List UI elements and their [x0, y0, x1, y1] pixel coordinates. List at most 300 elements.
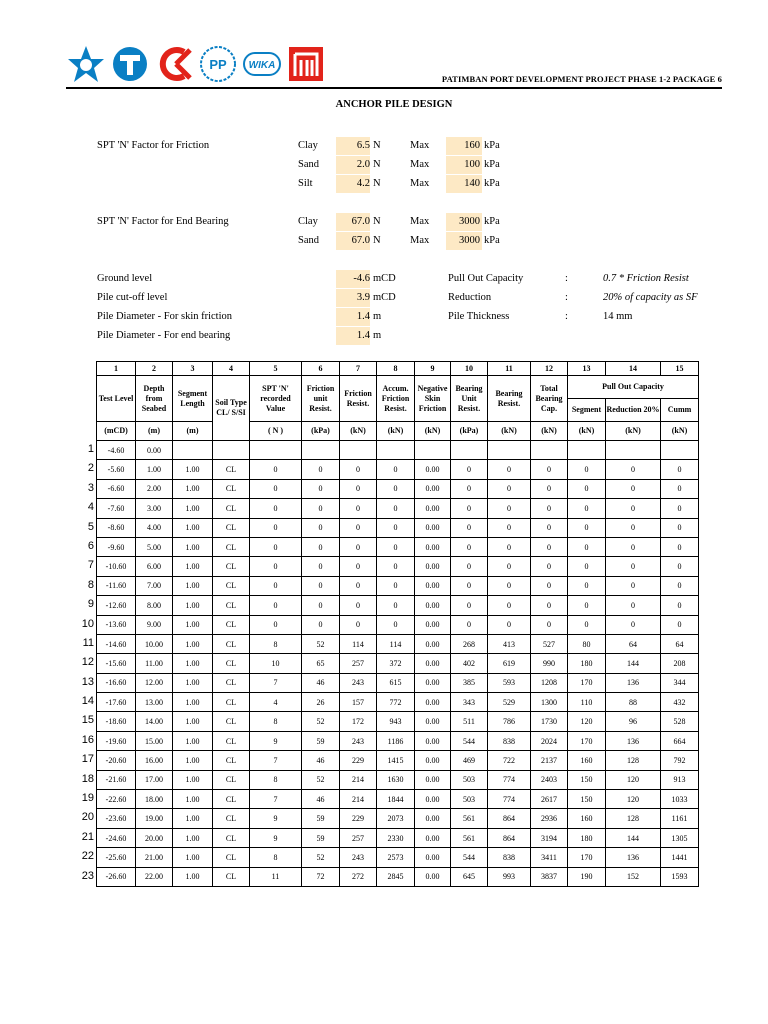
- ground-level-unit: mCD: [373, 273, 396, 284]
- table-cell: 1033: [661, 790, 699, 809]
- reduction-sep: :: [565, 292, 568, 303]
- table-cell: 0: [302, 479, 340, 498]
- wika-logo-icon: [242, 44, 282, 84]
- table-cell: 1730: [531, 712, 568, 731]
- row-number: 11: [82, 636, 94, 649]
- table-cell: CL: [213, 693, 250, 712]
- table-cell: 1844: [377, 790, 415, 809]
- table-cell: 0.00: [415, 634, 451, 653]
- table-cell: 619: [488, 654, 531, 673]
- table-cell: -4.60: [97, 441, 136, 460]
- table-cell: 65: [302, 654, 340, 673]
- table-cell: 0: [250, 596, 302, 615]
- table-cell: 128: [606, 751, 661, 770]
- table-cell: [213, 441, 250, 460]
- header-reduction: Reduction 20%: [606, 399, 661, 422]
- table-cell: -8.60: [97, 518, 136, 537]
- table-cell: 943: [377, 712, 415, 731]
- table-cell: 593: [488, 673, 531, 692]
- spt-friction-max-label: Max: [410, 140, 430, 151]
- spt-friction-max-label: Max: [410, 178, 430, 189]
- table-cell: 0.00: [415, 790, 451, 809]
- table-cell: 0.00: [136, 441, 173, 460]
- table-cell: 268: [451, 634, 488, 653]
- table-cell: 0: [568, 460, 606, 479]
- table-cell: 0: [302, 499, 340, 518]
- table-cell: 13.00: [136, 693, 173, 712]
- table-cell: -9.60: [97, 537, 136, 556]
- table-cell: 0: [488, 499, 531, 518]
- col-number: 9: [415, 362, 451, 376]
- table-row: [97, 867, 699, 886]
- table-cell: 1.00: [173, 790, 213, 809]
- table-cell: 2137: [531, 751, 568, 770]
- table-cell: 0: [568, 479, 606, 498]
- table-cell: 0: [340, 479, 377, 498]
- table-cell: 144: [606, 654, 661, 673]
- table-row: [97, 848, 699, 867]
- reduction-value: 20% of capacity as SF: [603, 292, 698, 303]
- ground-level-value: -4.6: [353, 273, 370, 284]
- table-cell: 1.00: [173, 654, 213, 673]
- table-cell: CL: [213, 499, 250, 518]
- table-cell: 0: [340, 460, 377, 479]
- spt-end-soil: Sand: [298, 235, 319, 246]
- table-cell: 10: [250, 654, 302, 673]
- table-cell: 170: [568, 848, 606, 867]
- table-cell: [250, 441, 302, 460]
- column-header-row: [97, 376, 699, 399]
- table-cell: 15.00: [136, 731, 173, 750]
- table-cell: 52: [302, 770, 340, 789]
- table-row: [97, 654, 699, 673]
- table-cell: 1.00: [173, 712, 213, 731]
- table-cell: 0: [302, 518, 340, 537]
- table-cell: 8.00: [136, 596, 173, 615]
- table-cell: 0: [661, 557, 699, 576]
- table-cell: 0: [302, 460, 340, 479]
- table-row: [97, 751, 699, 770]
- row-number: 16: [81, 733, 94, 746]
- table-row: [97, 499, 699, 518]
- unit-cell: (kN): [415, 422, 451, 441]
- table-cell: 88: [606, 693, 661, 712]
- row-number: 4: [87, 501, 94, 514]
- table-cell: 0: [340, 576, 377, 595]
- table-cell: 0: [606, 479, 661, 498]
- table-row: [97, 537, 699, 556]
- table-cell: 1.00: [173, 518, 213, 537]
- table-cell: 1.00: [173, 673, 213, 692]
- table-cell: CL: [213, 615, 250, 634]
- table-cell: 2.00: [136, 479, 173, 498]
- table-cell: 1300: [531, 693, 568, 712]
- table-cell: 8: [250, 848, 302, 867]
- table-cell: 0.00: [415, 809, 451, 828]
- table-cell: 0: [488, 596, 531, 615]
- table-cell: 7: [250, 751, 302, 770]
- table-cell: 1.00: [173, 848, 213, 867]
- table-cell: -17.60: [97, 693, 136, 712]
- table-cell: 1.00: [173, 557, 213, 576]
- table-cell: 170: [568, 731, 606, 750]
- table-cell: 722: [488, 751, 531, 770]
- table-cell: 3194: [531, 828, 568, 847]
- table-cell: 114: [377, 634, 415, 653]
- table-cell: CL: [213, 790, 250, 809]
- table-cell: 413: [488, 634, 531, 653]
- spt-friction-max-label: Max: [410, 159, 430, 170]
- table-cell: 0.00: [415, 712, 451, 731]
- table-cell: 0: [451, 537, 488, 556]
- col-number: 14: [606, 362, 661, 376]
- table-cell: 96: [606, 712, 661, 731]
- table-cell: 0: [377, 499, 415, 518]
- col-number: 13: [568, 362, 606, 376]
- table-cell: 72: [302, 867, 340, 886]
- table-cell: [451, 441, 488, 460]
- table-cell: -23.60: [97, 809, 136, 828]
- table-cell: 990: [531, 654, 568, 673]
- table-cell: 1.00: [173, 770, 213, 789]
- pile-cutoff-value: 3.9: [356, 292, 370, 303]
- table-cell: 0: [661, 615, 699, 634]
- table-cell: 1.00: [173, 809, 213, 828]
- spt-friction-max-unit: kPa: [484, 140, 500, 151]
- table-cell: 0: [568, 615, 606, 634]
- table-cell: 8: [250, 712, 302, 731]
- table-row: [97, 596, 699, 615]
- table-cell: 511: [451, 712, 488, 731]
- spt-end-max: 3000: [459, 235, 480, 246]
- table-cell: 838: [488, 731, 531, 750]
- star-logo-icon: [66, 44, 106, 84]
- table-cell: 136: [606, 673, 661, 692]
- col-number: 3: [173, 362, 213, 376]
- table-cell: CL: [213, 654, 250, 673]
- table-cell: 18.00: [136, 790, 173, 809]
- spt-friction-soil: Silt: [298, 178, 313, 189]
- table-cell: 52: [302, 634, 340, 653]
- table-row: [97, 460, 699, 479]
- table-cell: 0: [531, 499, 568, 518]
- header-total-bearing: Total Bearing Cap.: [531, 376, 568, 422]
- spt-friction-factor: 2.0: [356, 159, 370, 170]
- unit-cell: (kPa): [302, 422, 340, 441]
- spt-friction-max: 100: [464, 159, 480, 170]
- pile-diameter-end-value: 1.4: [356, 330, 370, 341]
- table-cell: 1.00: [173, 460, 213, 479]
- table-cell: 0: [488, 460, 531, 479]
- table-cell: 6.00: [136, 557, 173, 576]
- ground-level-label: Ground level: [97, 273, 153, 284]
- table-cell: 0: [377, 537, 415, 556]
- table-cell: 0.00: [415, 654, 451, 673]
- table-cell: 9: [250, 731, 302, 750]
- table-cell: -16.60: [97, 673, 136, 692]
- company-logos: [66, 42, 326, 86]
- table-cell: 0: [250, 576, 302, 595]
- table-cell: 157: [340, 693, 377, 712]
- table-cell: 243: [340, 673, 377, 692]
- table-cell: 4.00: [136, 518, 173, 537]
- table-cell: 0: [606, 537, 661, 556]
- table-cell: 0: [661, 460, 699, 479]
- table-cell: 0: [377, 615, 415, 634]
- table-cell: 0: [606, 518, 661, 537]
- table-row: [97, 479, 699, 498]
- table-cell: 59: [302, 828, 340, 847]
- table-cell: 46: [302, 673, 340, 692]
- table-body: [97, 441, 699, 887]
- table-cell: 864: [488, 828, 531, 847]
- red-square-logo-icon: [286, 44, 326, 84]
- table-cell: -5.60: [97, 460, 136, 479]
- unit-cell: (kN): [568, 422, 606, 441]
- row-number: 15: [81, 714, 94, 727]
- table-cell: -21.60: [97, 770, 136, 789]
- table-cell: 11: [250, 867, 302, 886]
- pile-diameter-end-label: Pile Diameter - For end bearing: [97, 330, 231, 341]
- table-cell: 1.00: [173, 867, 213, 886]
- table-cell: 1.00: [173, 731, 213, 750]
- table-cell: 214: [340, 790, 377, 809]
- table-cell: 0: [250, 557, 302, 576]
- table-cell: 0: [451, 615, 488, 634]
- table-cell: -7.60: [97, 499, 136, 518]
- table-cell: CL: [213, 518, 250, 537]
- table-cell: 561: [451, 828, 488, 847]
- table-cell: 1.00: [173, 693, 213, 712]
- row-number: 10: [81, 617, 94, 630]
- table-cell: 1.00: [173, 479, 213, 498]
- table-cell: 190: [568, 867, 606, 886]
- table-cell: 0: [606, 557, 661, 576]
- col-number: 10: [451, 362, 488, 376]
- table-cell: 0.00: [415, 867, 451, 886]
- spt-friction-soil: Sand: [298, 159, 319, 170]
- header-friction-unit: Friction unit Resist.: [302, 376, 340, 422]
- table-cell: 136: [606, 848, 661, 867]
- table-cell: 0: [531, 537, 568, 556]
- table-cell: 257: [340, 654, 377, 673]
- col-number: 15: [661, 362, 699, 376]
- table-cell: 786: [488, 712, 531, 731]
- table-row: [97, 576, 699, 595]
- table-cell: -15.60: [97, 654, 136, 673]
- header-negative-skin: Negative Skin Friction: [415, 376, 451, 422]
- unit-cell: (kPa): [451, 422, 488, 441]
- spt-end-soil: Clay: [298, 216, 318, 227]
- table-cell: 0: [250, 518, 302, 537]
- table-cell: CL: [213, 867, 250, 886]
- table-cell: 0.00: [415, 615, 451, 634]
- pp-logo-text: PP: [209, 57, 227, 72]
- table-cell: 0: [340, 537, 377, 556]
- spt-end-max-unit: kPa: [484, 216, 500, 227]
- table-cell: 1305: [661, 828, 699, 847]
- table-cell: 172: [340, 712, 377, 731]
- row-number: 1: [87, 443, 94, 455]
- unit-cell: (kN): [377, 422, 415, 441]
- table-cell: 20.00: [136, 828, 173, 847]
- table-cell: 0: [568, 499, 606, 518]
- table-cell: 3.00: [136, 499, 173, 518]
- table-cell: 0: [568, 537, 606, 556]
- spt-end-factor: 67.0: [351, 235, 370, 246]
- col-number: 1: [97, 362, 136, 376]
- table-cell: 9.00: [136, 615, 173, 634]
- table-cell: CL: [213, 712, 250, 731]
- table-cell: 52: [302, 848, 340, 867]
- table-cell: CL: [213, 770, 250, 789]
- table-row: [97, 673, 699, 692]
- row-number: 6: [87, 539, 94, 552]
- table-cell: 0: [488, 518, 531, 537]
- spt-friction-max-unit: kPa: [484, 159, 500, 170]
- table-cell: 229: [340, 809, 377, 828]
- table-cell: 0: [340, 499, 377, 518]
- row-number: 7: [87, 559, 94, 572]
- table-cell: 10.00: [136, 634, 173, 653]
- row-number: 22: [81, 850, 94, 863]
- col-number: 5: [250, 362, 302, 376]
- table-cell: CL: [213, 751, 250, 770]
- spt-friction-label: SPT 'N' Factor for Friction: [97, 140, 210, 151]
- table-cell: 343: [451, 693, 488, 712]
- unit-cell: (m): [136, 422, 173, 441]
- table-cell: 5.00: [136, 537, 173, 556]
- table-cell: 1441: [661, 848, 699, 867]
- table-cell: CL: [213, 809, 250, 828]
- table-cell: 0: [661, 596, 699, 615]
- table-cell: 114: [340, 634, 377, 653]
- table-cell: 993: [488, 867, 531, 886]
- spt-end-bearing-label: SPT 'N' Factor for End Bearing: [97, 216, 229, 227]
- header-cumm: Cumm: [661, 399, 699, 422]
- table-row: [97, 557, 699, 576]
- header-soil-type: Soil Type CL/ S/SI: [213, 376, 250, 441]
- table-cell: 120: [568, 712, 606, 731]
- table-row: [97, 693, 699, 712]
- table-cell: 243: [340, 848, 377, 867]
- document-title: ANCHOR PILE DESIGN: [335, 99, 453, 110]
- table-cell: 0: [377, 518, 415, 537]
- header-bearing-unit: Bearing Unit Resist.: [451, 376, 488, 422]
- table-cell: 150: [568, 790, 606, 809]
- pull-out-capacity-label: Pull Out Capacity: [448, 273, 524, 284]
- pull-out-capacity-value: 0.7 * Friction Resist: [603, 273, 689, 284]
- circle-t-logo-icon: [110, 44, 150, 84]
- table-cell: 0: [531, 596, 568, 615]
- table-cell: 1415: [377, 751, 415, 770]
- table-cell: [340, 441, 377, 460]
- table-cell: 0: [250, 537, 302, 556]
- table-cell: 0: [377, 596, 415, 615]
- table-cell: 0: [606, 576, 661, 595]
- table-cell: 0.00: [415, 499, 451, 518]
- table-cell: 0: [531, 615, 568, 634]
- table-cell: 3411: [531, 848, 568, 867]
- table-cell: 0: [250, 460, 302, 479]
- table-cell: 2330: [377, 828, 415, 847]
- table-cell: 14.00: [136, 712, 173, 731]
- header-depth: Depth from Seabed: [136, 376, 173, 422]
- table-cell: 0.00: [415, 576, 451, 595]
- col-number: 8: [377, 362, 415, 376]
- table-cell: 0.00: [415, 518, 451, 537]
- table-cell: 0: [451, 576, 488, 595]
- table-cell: 0: [451, 499, 488, 518]
- spt-friction-max-unit: kPa: [484, 178, 500, 189]
- spt-friction-max: 160: [464, 140, 480, 151]
- table-cell: 80: [568, 634, 606, 653]
- table-cell: -10.60: [97, 557, 136, 576]
- table-cell: CL: [213, 576, 250, 595]
- unit-cell: ( N ): [250, 422, 302, 441]
- table-cell: 1161: [661, 809, 699, 828]
- table-cell: 0: [302, 576, 340, 595]
- table-cell: 0.00: [415, 673, 451, 692]
- table-cell: 0: [302, 596, 340, 615]
- table-cell: [377, 441, 415, 460]
- table-cell: 2936: [531, 809, 568, 828]
- table-cell: 1.00: [173, 751, 213, 770]
- table-row: [97, 770, 699, 789]
- row-number: 12: [81, 656, 94, 669]
- table-cell: 0: [606, 615, 661, 634]
- table-cell: 0: [568, 557, 606, 576]
- spt-friction-factor-unit: N: [373, 159, 381, 170]
- table-cell: 0: [568, 576, 606, 595]
- table-row: [97, 634, 699, 653]
- table-cell: CL: [213, 479, 250, 498]
- spt-end-max-label: Max: [410, 216, 430, 227]
- table-cell: 529: [488, 693, 531, 712]
- table-cell: 59: [302, 809, 340, 828]
- spt-friction-factor: 6.5: [356, 140, 370, 151]
- table-row: [97, 731, 699, 750]
- table-cell: 1.00: [136, 460, 173, 479]
- table-cell: -24.60: [97, 828, 136, 847]
- spt-end-max: 3000: [459, 216, 480, 227]
- table-cell: 0: [488, 615, 531, 634]
- table-cell: 0: [488, 576, 531, 595]
- table-cell: 180: [568, 654, 606, 673]
- table-cell: 0: [531, 557, 568, 576]
- pile-diameter-skin-label: Pile Diameter - For skin friction: [97, 311, 233, 322]
- table-cell: 1.00: [173, 828, 213, 847]
- table-cell: 0: [661, 537, 699, 556]
- table-cell: 2617: [531, 790, 568, 809]
- header-segment: Segment: [568, 399, 606, 422]
- table-cell: 0: [661, 479, 699, 498]
- table-cell: [531, 441, 568, 460]
- pile-cutoff-label: Pile cut-off level: [97, 292, 168, 303]
- table-cell: 2403: [531, 770, 568, 789]
- header-spt: SPT 'N' recorded Value: [250, 376, 302, 422]
- table-cell: 0.00: [415, 596, 451, 615]
- table-cell: 21.00: [136, 848, 173, 867]
- table-cell: 0: [488, 537, 531, 556]
- pull-out-capacity-sep: :: [565, 273, 568, 284]
- anchor-pile-table: [96, 361, 699, 887]
- table-cell: 208: [661, 654, 699, 673]
- table-cell: 2024: [531, 731, 568, 750]
- table-cell: 180: [568, 828, 606, 847]
- table-cell: 4: [250, 693, 302, 712]
- table-cell: 0.00: [415, 828, 451, 847]
